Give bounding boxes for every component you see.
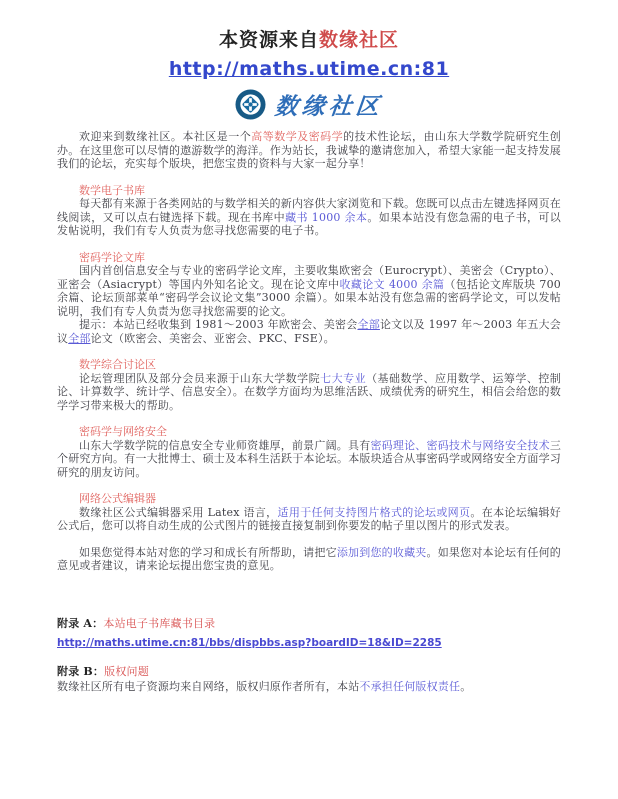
- text-segment: 。如果本站没有您急需的电子书，可以发帖说明，我们有专人负责为您寻找您需要的电子书。: [57, 210, 561, 237]
- appendix-b-title: 版权问题: [104, 664, 149, 678]
- section-math-discussion: [57, 358, 561, 412]
- section-formula-editor: [57, 492, 561, 533]
- text-segment: （基础数学、应用数学、运筹学、控制论、计算数学、统计学、信息安全）。在数学方面均为思维活跃、成绩优秀的研究生，相信会给您的数学学习带来极大的帮助。: [57, 371, 561, 412]
- text-segment: 提示：本站已经收集到 1981～2003 年欧密会、美密会: [79, 318, 358, 331]
- intro-paragraph: [57, 130, 561, 171]
- text-segment: 。如果您对本论坛有任何的意见或者建议，请来论坛提出您宝贵的意见。: [57, 545, 561, 572]
- section-heading: 密码学论文库: [79, 250, 145, 264]
- text-segment: 藏书 1000 余本: [285, 210, 368, 224]
- appendix-a-link[interactable]: http://maths.utime.cn:81/bbs/dispbbs.asp?boardID=18&ID=2285: [57, 636, 442, 649]
- community-logo: [57, 86, 561, 122]
- compass-badge-icon: [235, 89, 266, 120]
- section-tip-paragraph: [57, 318, 561, 345]
- section-paragraph: [57, 264, 561, 318]
- text-segment: 如果您觉得本站对您的学习和成长有所帮助，请把它: [79, 545, 337, 559]
- appendix-b-body: [57, 680, 561, 694]
- appendix-b: [57, 665, 561, 694]
- text-segment: 论文（欧密会、美密会、亚密会、PKC、FSE）。: [90, 331, 335, 345]
- text-segment: 三个研究方向。有一大批博士、硕士及本科生活跃于本论坛。本版块适合从事密码学或网络安全方面学习研究的朋友访问。: [57, 438, 562, 479]
- text-segment: 收藏论文 4000 余篇: [339, 277, 445, 291]
- text-segment: 。: [460, 679, 472, 693]
- appendix-b-heading: [57, 665, 561, 679]
- site-url-link[interactable]: http://maths.utime.cn:81: [168, 58, 450, 80]
- text-segment: 密码理论、密码技术与网络安全技术: [370, 438, 550, 452]
- text-segment: 全部: [357, 318, 380, 331]
- text-segment: 国内首创信息安全与专业的密码学论文库，主要收集欧密会（Eurocrypt）、美密会（Crypto）、亚密会（Asiacrypt）等国内外知名论文。现在论文库中: [57, 264, 561, 291]
- closing-paragraph: [57, 546, 561, 573]
- text-segment: （包括论文库版块 700 余篇、论坛顶部菜单“密码学会议论文集”3000 余篇）。如果本站没有您急需的密码学论文，可以发帖说明，我们有专人负责为您寻找您需要的论文。: [57, 277, 561, 318]
- text-segment: 的技术性论坛，由山东大学数学院研究生创办。在这里您可以尽情的遨游数学的海洋。作为站长，我诚挚的邀请您加入，希望大家能一起支持发展我们的论坛，充实每个版块，把您宝贵的资料与大家一起分享！: [57, 130, 561, 170]
- text-segment: 山东大学数学院的信息安全专业师资雄厚，前景广阔。具有: [79, 438, 371, 452]
- text-segment: 适用于任何支持图片格式的论坛或网页: [277, 505, 471, 519]
- title-prefix: 本资源来自: [218, 29, 319, 51]
- section-crypto-paper-library: [57, 251, 561, 346]
- section-paragraph: [57, 197, 561, 238]
- appendix-a-heading: [57, 617, 561, 631]
- text-segment: 不承担任何版权责任: [359, 679, 461, 693]
- text-segment: 论坛管理团队及部分会员来源于山东大学数学院: [79, 371, 321, 385]
- text-segment: 欢迎来到数缘社区。本社区是一个: [79, 130, 252, 143]
- text-segment: 全部: [68, 331, 91, 345]
- section-paragraph: [57, 372, 561, 413]
- title-community-name: 数缘社区: [319, 29, 400, 51]
- text-segment: 数缘社区所有电子资源均来自网络，版权归原作者所有，本站: [57, 679, 360, 693]
- appendix-a-label: 附录 A：: [57, 616, 104, 630]
- appendix-b-label: 附录 B：: [57, 664, 105, 678]
- section-heading: 数学综合讨论区: [79, 358, 156, 371]
- community-logo-text: 数缘社区: [273, 92, 385, 120]
- text-segment: 数缘社区公式编辑器采用 Latex 语言，: [79, 505, 278, 519]
- text-segment: 每天都有来源于各类网站的与数学相关的新内容供大家浏览和下载。您既可以点击左键选择网页在线阅读，又可以点右键选择下载。现在书库中: [57, 197, 561, 224]
- appendix-a-title: 本站电子书库藏书目录: [103, 616, 216, 630]
- section-paragraph: [57, 506, 561, 533]
- text-segment: 添加到您的收藏夹: [336, 545, 427, 559]
- page-title: [57, 28, 561, 52]
- section-math-ebook-library: [57, 184, 561, 238]
- text-segment: 七大专业: [320, 371, 367, 385]
- text-segment: 论文以及 1997 年～2003 年五大会议: [57, 318, 561, 345]
- text-segment: 高等数学及密码学: [251, 130, 344, 143]
- section-paragraph: [57, 439, 561, 480]
- section-heading: 网络公式编辑器: [79, 492, 156, 505]
- section-crypto-network-security: [57, 425, 561, 479]
- section-heading: 密码学与网络安全: [79, 425, 167, 438]
- text-segment: 。在本论坛编辑好公式后，您可以将自动生成的公式图片的链接直接复制到你要发的帖子里以图片的形式发表。: [57, 505, 561, 532]
- section-heading: 数学电子书库: [79, 183, 145, 197]
- appendix-a: [57, 617, 561, 650]
